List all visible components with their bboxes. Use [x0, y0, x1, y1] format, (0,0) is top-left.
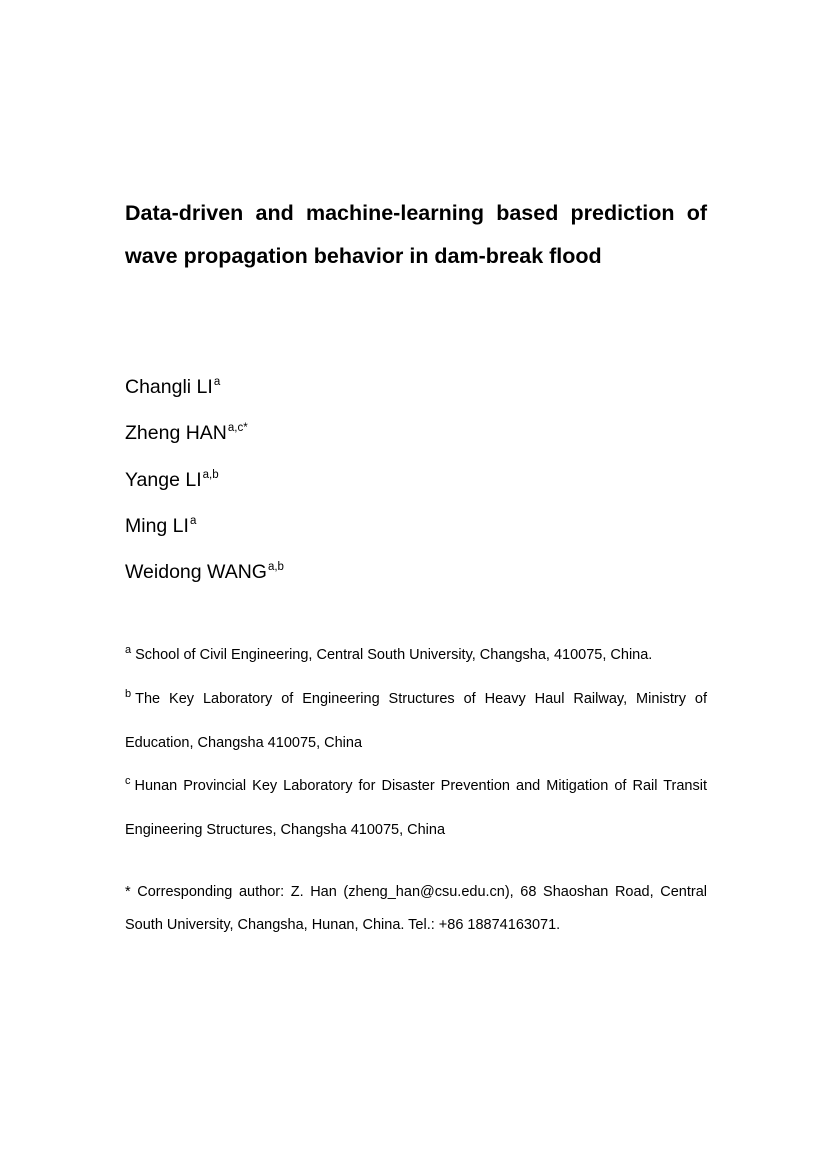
author-name: Yange LI — [125, 468, 202, 491]
author-affiliation-mark: a,b — [202, 468, 219, 481]
affiliation-c — [125, 765, 707, 852]
affiliation-text: School of Civil Engineering, Central South University, Changsha, 410075, China. — [135, 647, 653, 663]
author-entry — [125, 412, 284, 458]
author-entry — [125, 505, 284, 551]
author-entry — [125, 551, 284, 597]
corresponding-author-note — [125, 876, 707, 942]
affiliation-mark: b — [125, 688, 132, 700]
affiliation-line-continued: Engineering Structures, Changsha 410075, China — [125, 822, 446, 838]
affiliation-text: The Key Laboratory of Engineering Structures of Heavy Haul Railway, Ministry of — [135, 691, 707, 707]
affiliation-line — [125, 678, 707, 722]
title-line-2: wave propagation behavior in dam-break flood — [125, 244, 602, 268]
author-name: Zheng HAN — [125, 422, 227, 445]
affiliation-line-continued: Education, Changsha 410075, China — [125, 735, 363, 751]
corresponding-line-2: South University, Changsha, Hunan, China. Tel.: +86 18874163071. — [125, 917, 561, 933]
author-affiliation-mark: a,b — [267, 561, 284, 574]
author-entry — [125, 459, 284, 505]
paper-title — [125, 192, 707, 278]
title-line-1: Data-driven and machine-learning based prediction of — [125, 201, 707, 225]
author-entry — [125, 366, 284, 412]
author-name: Changli LI — [125, 376, 213, 398]
affiliation-mark: c — [125, 775, 131, 787]
affiliation-a — [125, 634, 707, 678]
author-affiliation-mark: a,c* — [227, 422, 248, 435]
author-list — [125, 366, 284, 597]
author-affiliation-mark: a — [189, 514, 197, 527]
affiliation-list — [125, 634, 707, 852]
author-name: Ming LI — [125, 514, 189, 537]
affiliation-text: Hunan Provincial Key Laboratory for Disaster Prevention and Mitigation of Rail Transit — [134, 778, 707, 794]
affiliation-b — [125, 678, 707, 765]
author-affiliation-mark: a — [213, 376, 221, 388]
affiliation-mark: a — [125, 644, 132, 656]
affiliation-line — [125, 634, 707, 678]
author-name: Weidong WANG — [125, 561, 267, 584]
affiliation-line — [125, 765, 707, 809]
corresponding-line-1: * Corresponding author: Z. Han (zheng_han@csu.edu.cn), 68 Shaoshan Road, Central — [125, 884, 707, 900]
